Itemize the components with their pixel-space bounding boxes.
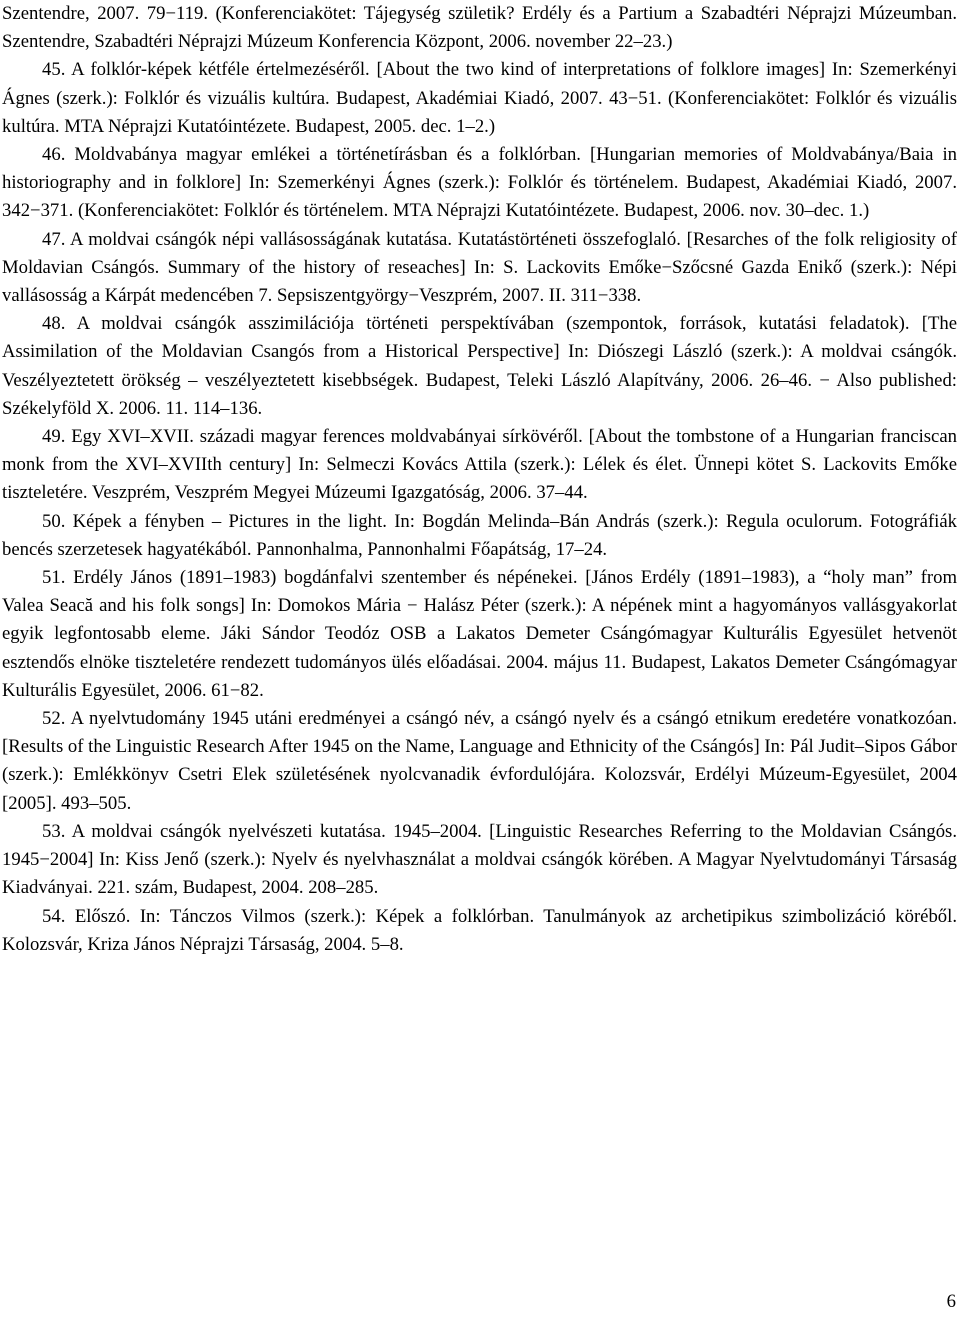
entry-number: 50. — [42, 510, 66, 532]
entry-text: Erdély János (1891–1983) bogdánfalvi szentember és népénekei. [János Erdély (1891–1983), a “holy man” from Valea Seacă and his folk songs] In: Domokos Mária − Halász Péter (szerk.): A népének mint a hagyományos vallásgyakorlat egyik legfontosabb eleme. Jáki Sándor Teodóz OSB a Lakatos Demeter Csángómagyar Kulturális Egyesület hetvenöt esztendős elnöke tiszteletére rendezett tudományos ülés előadásai. 2004. május 11. Budapest, Lakatos Demeter Csángómagyar Kulturális Egyesület, 2006. 61−82. — [2, 567, 957, 701]
bibliography-entry-50 — [2, 508, 957, 564]
entry-number: 51. — [42, 567, 66, 589]
entry-text: A moldvai csángók asszimilációja történeti perspektívában (szempontok, források, kutatási feladatok). [The Assimilation of the Moldavian Csangós from a Historical Perspective] In: Diószegi László (szerk.): A moldvai csángók. Veszélyeztetett örökség – veszélyeztetett kisebbségek. Budapest, Teleki László Alapítvány, 2006. 26–46. − Also published: Székelyföld X. 2006. 11. 114–136. — [2, 313, 957, 419]
entry-number: 54. — [42, 905, 66, 927]
entry-number: 46. — [42, 144, 66, 166]
bibliography-entry-continued — [2, 0, 957, 56]
bibliography-entry-48 — [2, 310, 957, 423]
document-page — [2, 0, 957, 959]
entry-number: 48. — [42, 313, 66, 335]
entry-text: Képek a fényben – Pictures in the light. In: Bogdán Melinda–Bán András (szerk.): Regula oculorum. Fotográfiák bencés szerzetesek hagyatékából. Pannonhalma, Pannonhalmi Főapátság, 17–24. — [2, 510, 958, 560]
bibliography-entry-46 — [2, 141, 957, 226]
bibliography-entry-52 — [2, 705, 957, 818]
bibliography-entry-53 — [2, 818, 957, 903]
entry-number: 49. — [42, 426, 66, 448]
entry-number: 47. — [42, 228, 66, 250]
bibliography-entry-45 — [2, 56, 957, 141]
entry-number: 52. — [42, 708, 66, 730]
bibliography-entry-49 — [2, 423, 957, 508]
entry-text: Moldvabánya magyar emlékei a történetírásban és a folklórban. [Hungarian memories of Moldvabánya/Baia in historiography and in folklore] In: Szemerkényi Ágnes (szerk.): Folklór és történelem. Budapest, Akadémiai Kiadó, 2007. 342−371. (Konferenciakötet: Folklór és történelem. MTA Néprajzi Kutatóintézete. Budapest, 2006. nov. 30–dec. 1.) — [2, 144, 958, 222]
entry-text: Szentendre, 2007. 79−119. (Konferenciakötet: Tájegység születik? Erdély és a Partium a Szabadtéri Néprajzi Múzeumban. Szentendre, Szabadtéri Néprajzi Múzeum Konferencia Központ, 2006. november 22–23.) — [2, 3, 957, 53]
entry-number: 45. — [42, 59, 66, 81]
entry-text: Előszó. In: Tánczos Vilmos (szerk.): Képek a folklórban. Tanulmányok az archetipikus szimbolizáció köréből. Kolozsvár, Kriza János Néprajzi Társaság, 2004. 5–8. — [2, 905, 958, 955]
entry-text: A moldvai csángók nyelvészeti kutatása. 1945–2004. [Linguistic Researches Referring to the Moldavian Csángós. 1945−2004] In: Kiss Jenő (szerk.): Nyelv és nyelvhasználat a moldvai csángók körében. A Magyar Nyelvtudományi Társaság Kiadványai. 221. szám, Budapest, 2004. 208–285. — [2, 820, 957, 899]
bibliography-entry-47 — [2, 226, 957, 311]
entry-number: 53. — [42, 820, 66, 842]
bibliography-entry-54 — [2, 903, 957, 959]
entry-text: A moldvai csángók népi vallásosságának kutatása. Kutatástörténeti összefoglaló. [Resarches of the folk religiosity of Moldavian Csángós. Summary of the history of reseaches] In: S. Lackovits Emőke−Szőcsné Gazda Enikő (szerk.): Népi vallásosság a Kárpát medencében 7. Sepsiszentgyörgy−Veszprém, 2007. II. 311−338. — [2, 228, 958, 307]
entry-text: A folklór-képek kétféle értelmezéséről. [About the two kind of interpretations of folklore images] In: Szemerkényi Ágnes (szerk.): Folklór és vizuális kultúra. Budapest, Akadémiai Kiadó, 2007. 43−51. (Konferenciakötet: Folklór és vizuális kultúra. MTA Néprajzi Kutatóintézete. Budapest, 2005. dec. 1–2.) — [2, 59, 957, 137]
entry-text: A nyelvtudomány 1945 utáni eredményei a csángó név, a csángó nyelv és a csángó etnikum eredetére vonatkozóan. [Results of the Linguistic Research After 1945 on the Name, Language and Ethnicity of the Csángós] In: Pál Judit–Sipos Gábor (szerk.): Emlékkönyv Csetri Elek születésének nyolcvanadik évfordulójára. Kolozsvár, Erdélyi Múzeum-Egyesület, 2004 [2005]. 493–505. — [2, 708, 957, 814]
bibliography-entry-51 — [2, 564, 957, 705]
entry-text: Egy XVI–XVII. századi magyar ferences moldvabányai sírkövéről. [About the tombstone of a Hungarian franciscan monk from the XVI–XVIIth century] In: Selmeczi Kovács Attila (szerk.): Lélek és élet. Ünnepi kötet S. Lackovits Emőke tiszteletére. Veszprém, Veszprém Megyei Múzeumi Igazgatóság, 2006. 37–44. — [2, 426, 957, 504]
page-number: 6 — [946, 1291, 956, 1312]
